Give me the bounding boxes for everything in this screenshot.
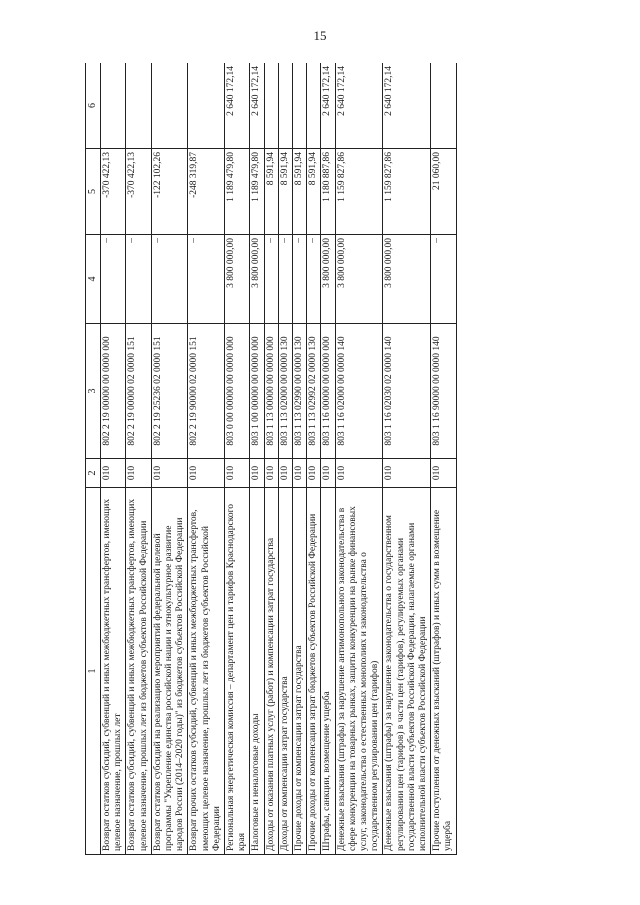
row-code-cell: 010 [264,459,278,488]
row-col5-cell: -370 422,13 [101,149,126,235]
row-col4-cell: 3 800 000,00 [335,235,383,324]
row-budget-code-cell: 803 1 13 00000 00 0000 000 [264,324,278,459]
row-col5-cell: 1 189 479,80 [225,149,250,235]
row-code-cell: 010 [321,459,335,488]
row-col4-cell: – [126,235,151,324]
row-col5-cell: -370 422,13 [126,149,151,235]
row-budget-code-cell: 803 1 16 02030 02 0000 140 [383,324,431,459]
row-col6-cell [188,63,225,149]
row-code-cell: 010 [250,459,264,488]
row-col5-cell: 8 591,94 [307,149,321,235]
row-col6-cell [278,63,292,149]
table-row [250,63,264,855]
row-budget-code-cell: 802 2 19 90000 02 0000 151 [188,324,225,459]
row-col5-cell: 21 060,00 [431,149,456,235]
rotated-table-inner [85,63,580,855]
row-col4-cell: – [151,235,188,324]
row-col5-cell: 1 189 479,80 [250,149,264,235]
table-row [307,63,321,855]
table-row [101,63,126,855]
row-name-cell: Денежные взыскания (штрафы) за нарушение антимонопольного законодательства в сфере конкуренции на товарных рынках, защиты конкуренции на рынке финансовых услуг, законодательства о естественных монополиях и законодательства о государственном регулировании цен (тарифов) [335,488,383,855]
row-budget-code-cell: 802 2 19 00000 00 0000 000 [101,324,126,459]
row-col5-cell: 8 591,94 [278,149,292,235]
row-col4-cell: – [431,235,456,324]
row-code-cell: 010 [101,459,126,488]
table-row [321,63,335,855]
row-col5-cell: 1 159 827,86 [383,149,431,235]
row-budget-code-cell: 803 1 13 02992 02 0000 130 [307,324,321,459]
row-code-cell: 010 [293,459,307,488]
row-col6-cell: 2 640 172,14 [225,63,250,149]
row-col6-cell [126,63,151,149]
table-header-row [86,63,101,855]
row-code-cell: 010 [225,459,250,488]
header-col-4: 4 [86,235,101,324]
row-name-cell: Штрафы, санкции, возмещение ущерба [321,488,335,855]
row-code-cell: 010 [431,459,456,488]
table-row [431,63,456,855]
row-budget-code-cell: 802 2 19 00000 02 0000 151 [126,324,151,459]
row-name-cell: Возврат остатков субсидий, субвенций и иных межбюджетных трансфертов, имеющих целевое назначение, прошлых лет [101,488,126,855]
row-col5-cell: -248 319,87 [188,149,225,235]
row-budget-code-cell: 803 1 16 90000 00 0000 140 [431,324,456,459]
row-budget-code-cell: 803 1 00 00000 00 0000 000 [250,324,264,459]
table-row [278,63,292,855]
row-col4-cell: – [188,235,225,324]
row-code-cell: 010 [188,459,225,488]
row-budget-code-cell: 803 1 16 00000 00 0000 000 [321,324,335,459]
header-col-2: 2 [86,459,101,488]
table-row [335,63,383,855]
row-col4-cell: – [278,235,292,324]
page-number: 15 [313,28,327,43]
revenue-table [85,63,457,855]
row-name-cell: Прочие поступления от денежных взысканий (штрафов) и иных сумм в возмещение ущерба [431,488,456,855]
row-budget-code-cell: 802 2 19 25236 02 0000 151 [151,324,188,459]
row-col4-cell: – [101,235,126,324]
row-col5-cell: -122 102,26 [151,149,188,235]
row-budget-code-cell: 803 0 00 00000 00 0000 000 [225,324,250,459]
row-col4-cell: 3 800 000,00 [250,235,264,324]
row-col6-cell [264,63,278,149]
row-col5-cell: 1 180 887,86 [321,149,335,235]
row-col4-cell: 3 800 000,00 [321,235,335,324]
header-col-1: 1 [86,488,101,855]
row-name-cell: Прочие доходы от компенсации затрат государства [293,488,307,855]
row-col4-cell: 3 800 000,00 [225,235,250,324]
table-row [383,63,431,855]
header-col-5: 5 [86,149,101,235]
row-code-cell: 010 [151,459,188,488]
row-budget-code-cell: 803 1 16 02000 00 0000 140 [335,324,383,459]
row-col5-cell: 1 159 827,86 [335,149,383,235]
row-col4-cell: – [293,235,307,324]
row-budget-code-cell: 803 1 13 02990 00 0000 130 [293,324,307,459]
table-row [188,63,225,855]
row-name-cell: Доходы от оказания платных услуг (работ) и компенсации затрат государства [264,488,278,855]
row-col4-cell: – [264,235,278,324]
row-name-cell: Доходы от компенсации затрат государства [278,488,292,855]
row-col5-cell: 8 591,94 [293,149,307,235]
row-col6-cell: 2 640 172,14 [335,63,383,149]
row-name-cell: Возврат прочих остатков субсидий, субвенций и иных межбюджетных трансфертов, имеющих целевое назначение, прошлых лет из бюджетов субъектов Российской Федерации [188,488,225,855]
row-name-cell: Денежные взыскания (штрафы) за нарушение законодательства о государственном регулировании цен (тарифов) в части цен (тарифов), регулируемых органами государственной власти субъектов Российской Федерации, налагаемые органами исполнительной власти субъектов Российской Федерации [383,488,431,855]
header-col-6: 6 [86,63,101,149]
row-col6-cell [151,63,188,149]
row-col6-cell [101,63,126,149]
row-name-cell: Региональная энергетическая комиссия – департамент цен и тарифов Краснодарского края [225,488,250,855]
row-col6-cell: 2 640 172,14 [383,63,431,149]
row-col4-cell: – [307,235,321,324]
row-code-cell: 010 [335,459,383,488]
row-col6-cell [307,63,321,149]
row-code-cell: 010 [278,459,292,488]
table-row [293,63,307,855]
row-col4-cell: 3 800 000,00 [383,235,431,324]
rotated-table-container [85,63,580,855]
row-col5-cell: 8 591,94 [264,149,278,235]
row-name-cell: Прочие доходы от компенсации затрат бюджетов субъектов Российской Федерации [307,488,321,855]
table-row [151,63,188,855]
row-code-cell: 010 [307,459,321,488]
row-code-cell: 010 [383,459,431,488]
row-name-cell: Возврат остатков субсидий на реализацию мероприятий федеральной целевой программы "Укрепление единства российской нации и этнокультурное развитие народов России (2014–2020 годы)" из бюджетов субъектов Российской Федерации [151,488,188,855]
row-name-cell: Налоговые и неналоговые доходы [250,488,264,855]
table-row [126,63,151,855]
table-row [225,63,250,855]
row-col6-cell [293,63,307,149]
row-name-cell: Возврат остатков субсидий, субвенций и иных межбюджетных трансфертов, имеющих целевое назначение, прошлых лет из бюджетов субъектов Российской Федерации [126,488,151,855]
header-col-3: 3 [86,324,101,459]
row-budget-code-cell: 803 1 13 02000 00 0000 130 [278,324,292,459]
row-code-cell: 010 [126,459,151,488]
table-row [264,63,278,855]
row-col6-cell: 2 640 172,14 [250,63,264,149]
table-body [101,63,457,855]
row-col6-cell [431,63,456,149]
row-col6-cell: 2 640 172,14 [321,63,335,149]
